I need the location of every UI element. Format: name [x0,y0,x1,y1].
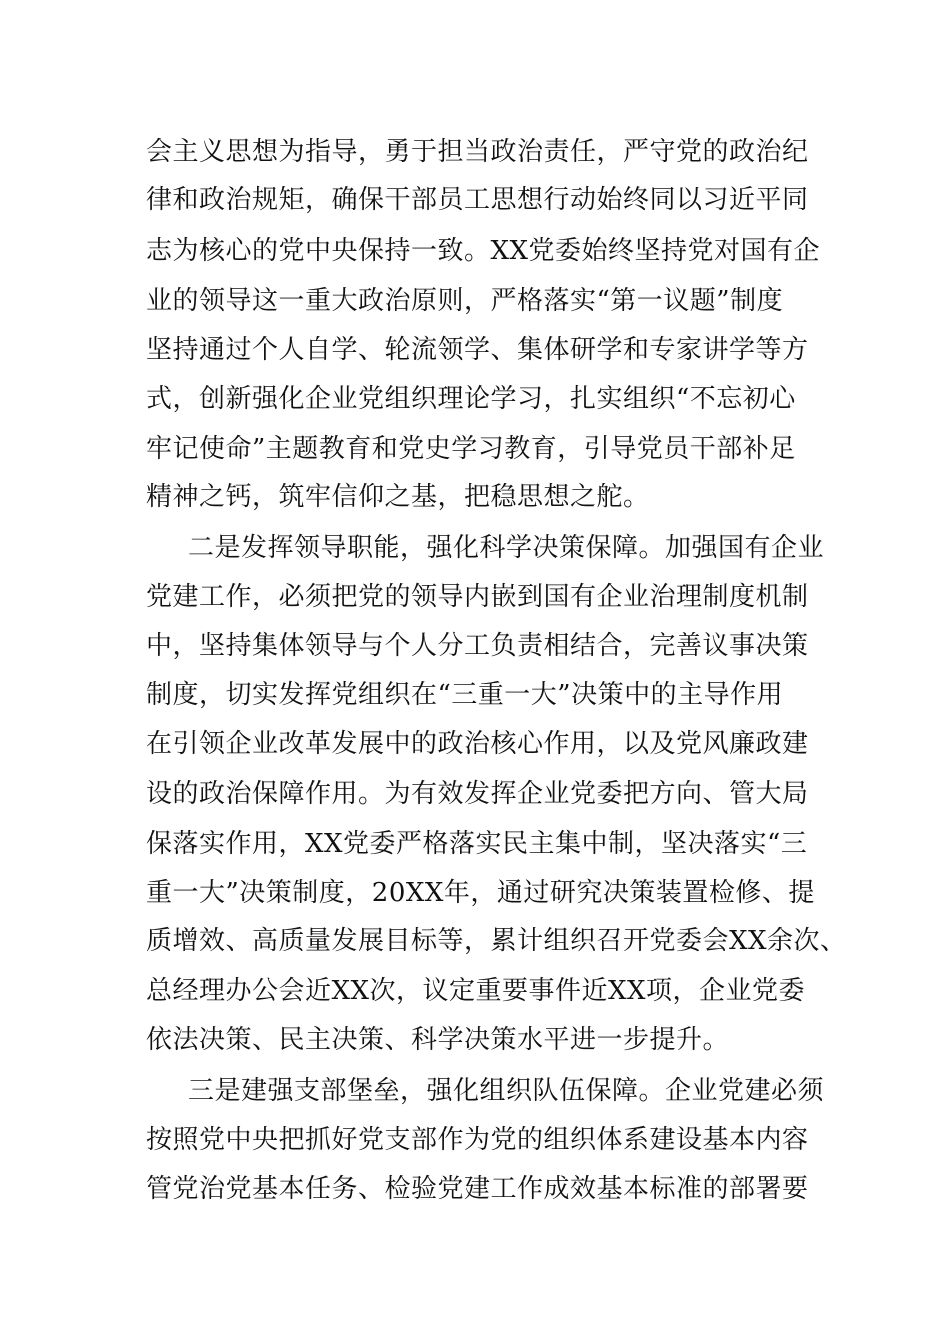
text-line: 业的领导这一重大政治原则，严格落实“第一议题”制度 [146,286,784,316]
text-line: 管党治党基本任务、检验党建工作成效基本标准的部署要 [146,1174,809,1204]
paragraph-start-line: 三是建强支部堡垒，强化组织队伍保障。企业党建必须 [188,1076,825,1106]
text-line: 会主义思想为指导，勇于担当政治责任，严守党的政治纪 [146,137,809,167]
text-line: 志为核心的党中央保持一致。XX党委始终坚持党对国有企 [146,236,821,266]
paragraph-start-line: 二是发挥领导职能，强化科学决策保障。加强国有企业 [188,533,825,563]
text-line: 质增效、高质量发展目标等，累计组织召开党委会XX余次、 [146,926,847,956]
text-line: 依法决策、民主决策、科学决策水平进一步提升。 [146,1025,730,1055]
text-line: 坚持通过个人自学、轮流领学、集体研学和专家讲学等方 [146,335,809,365]
text-line: 总经理办公会近XX次，议定重要事件近XX项，企业党委 [146,976,806,1006]
text-line: 式，创新强化企业党组织理论学习，扎实组织“不忘初心 [146,384,796,414]
text-line: 党建工作，必须把党的领导内嵌到国有企业治理制度机制 [146,582,809,612]
text-line: 精神之钙，筑牢信仰之基，把稳思想之舵。 [146,482,650,512]
text-line: 牢记使命”主题教育和党史学习教育，引导党员干部补足 [146,434,796,464]
text-line: 律和政治规矩，确保干部员工思想行动始终同以习近平同 [146,185,809,215]
text-line: 设的政治保障作用。为有效发挥企业党委把方向、管大局 [146,779,809,809]
text-line: 在引领企业改革发展中的政治核心作用，以及党风廉政建 [146,729,809,759]
text-line: 重一大”决策制度，20XX年，通过研究决策装置检修、提 [146,878,815,908]
text-line: 中，坚持集体领导与个人分工负责相结合，完善议事决策 [146,631,809,661]
text-line: 制度，切实发挥党组织在“三重一大”决策中的主导作用 [146,680,784,710]
text-line: 按照党中央把抓好党支部作为党的组织体系建设基本内容 [146,1125,809,1155]
text-line: 保落实作用，XX党委严格落实民主集中制，坚决落实“三 [146,829,808,859]
